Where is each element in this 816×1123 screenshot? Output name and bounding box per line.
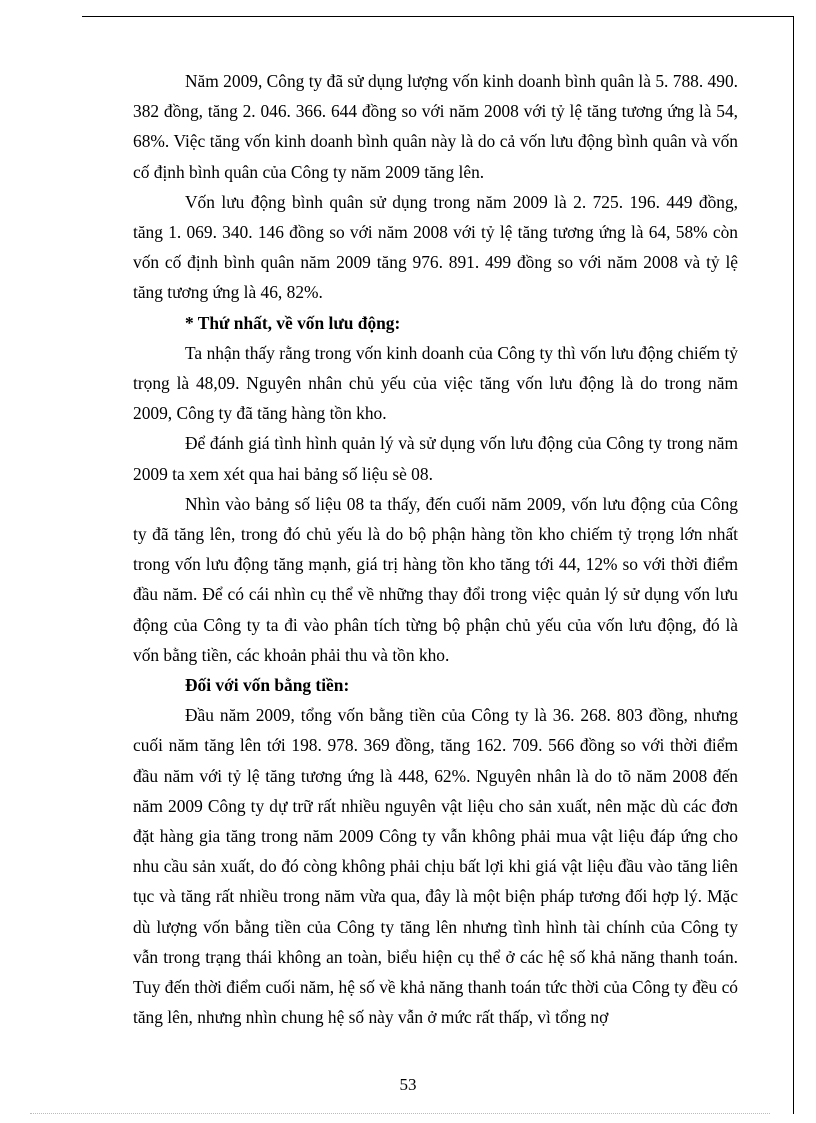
page-border-top xyxy=(82,16,793,17)
page-number: 53 xyxy=(399,1075,417,1094)
page-border-right xyxy=(793,16,794,1114)
paragraph: Đầu năm 2009, tổng vốn bằng tiền của Công ty là 36. 268. 803 đồng, nhưng cuối năm tăng lên tới 198. 978. 369 đồng, tăng 162. 709. 566 đồng so với thời điểm đầu năm với tỷ lệ tăng tương ứng là 448, 62%. Nguyên nhân là do tõ năm 2008 đến năm 2009 Công ty dự trữ rất nhiều nguyên vật liệu cho sản xuất, nên mặc dù các đơn đặt hàng gia tăng trong năm 2009 Công ty vẫn không phải mua vật liệu đáp ứng cho nhu cầu sản xuất, do đó còng không phải chịu bất lợi khi giá vật liệu đầu vào tăng liên tục và tăng rất nhiều trong năm vừa qua, đây là một biện pháp tương đối hợp lý. Mặc dù lượng vốn bằng tiền của Công ty tăng lên nhưng tình hình tài chính của Công ty vẫn trong trạng thái không an toàn, biểu hiện cụ thể ở các hệ số khả năng thanh toán. Tuy đến thời điểm cuối năm, hệ số về khả năng thanh toán tức thời của Công ty đều có tăng lên, nhưng nhìn chung hệ số này vẫn ở mức rất thấp, vì tổng nợ xyxy=(133,705,738,1028)
body-text xyxy=(133,66,738,1033)
paragraph: Để đánh giá tình hình quản lý và sử dụng vốn lưu động của Công ty trong năm 2009 ta xem xét qua hai bảng số liệu sè 08. xyxy=(133,433,738,484)
page-border-bottom xyxy=(30,1113,770,1114)
paragraph: Nhìn vào bảng số liệu 08 ta thấy, đến cuối năm 2009, vốn lưu động của Công ty đã tăng lên, trong đó chủ yếu là do bộ phận hàng tồn kho chiếm tỷ trọng lớn nhất trong vốn lưu động tăng mạnh, giá trị hàng tồn kho tăng tới 44, 12% so với thời điểm đầu năm. Để có cái nhìn cụ thể về những thay đổi trong việc quản lý sử dụng vốn lưu động của Công ty ta đi vào phân tích từng bộ phận chủ yếu của vốn lưu động, đó là vốn bằng tiền, các khoản phải thu và tồn kho. xyxy=(133,493,738,665)
section-heading: * Thứ nhất, về vốn lưu động: xyxy=(185,312,401,333)
paragraph: Vốn lưu động bình quân sử dụng trong năm 2009 là 2. 725. 196. 449 đồng, tăng 1. 069. 340. 146 đồng so với năm 2008 với tỷ lệ tăng tương ứng là 64, 58% còn vốn cố định bình quân năm 2009 tăng 976. 891. 499 đồng so với năm 2008 và tỷ lệ tăng tương ứng là 46, 82%. xyxy=(133,191,738,303)
paragraph: Năm 2009, Công ty đã sử dụng lượng vốn kinh doanh bình quân là 5. 788. 490. 382 đồng, tăng 2. 046. 366. 644 đồng so với năm 2008 với tỷ lệ tăng tương ứng là 54, 68%. Việc tăng vốn kinh doanh bình quân này là do cả vốn lưu động bình quân và vốn cố định bình quân của Công ty năm 2009 tăng lên. xyxy=(133,71,738,182)
paragraph: Ta nhận thấy rằng trong vốn kinh doanh của Công ty thì vốn lưu động chiếm tỷ trọng là 48,09. Nguyên nhân chủ yếu của việc tăng vốn lưu động là do trong năm 2009, Công ty đã tăng hàng tồn kho. xyxy=(133,342,738,424)
section-heading: Đối với vốn bằng tiền: xyxy=(185,675,350,696)
